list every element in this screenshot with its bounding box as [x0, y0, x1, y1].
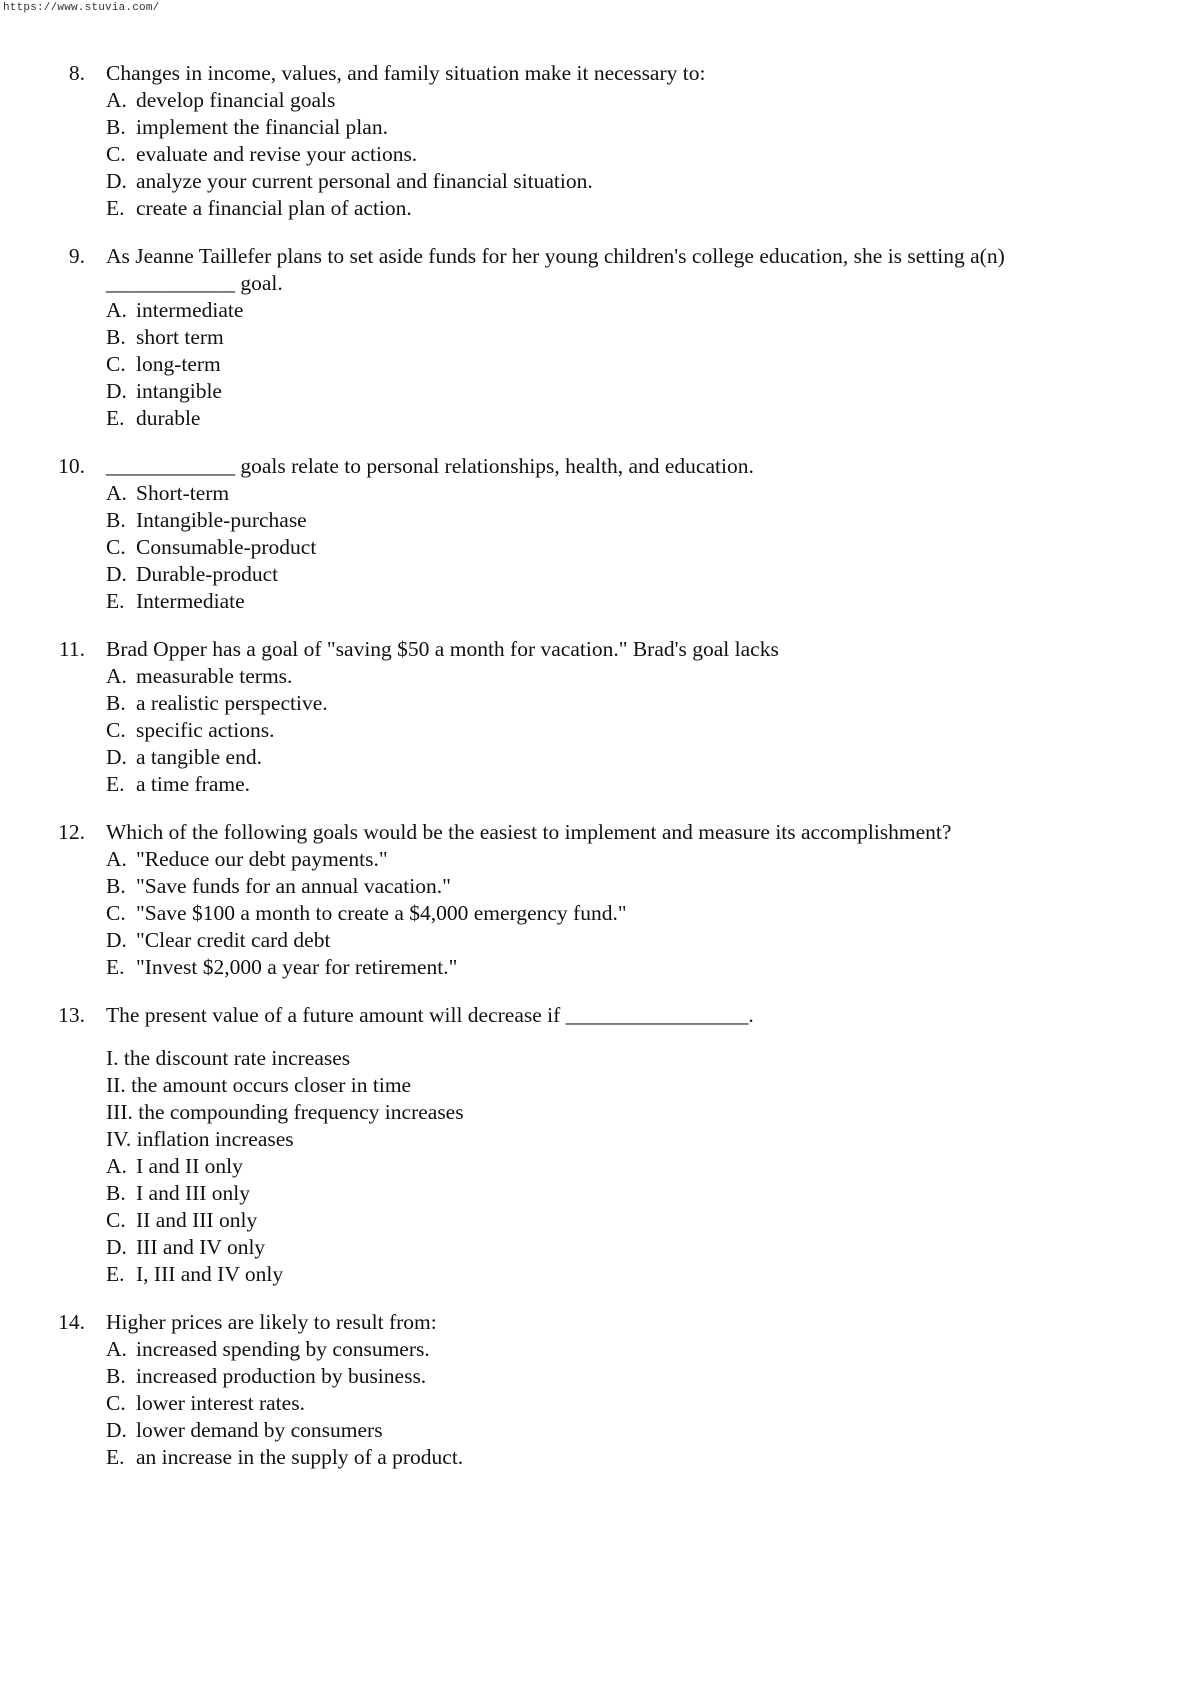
question-number: 8.: [68, 61, 85, 85]
answer-option: [106, 690, 1190, 717]
option-letter: D.: [106, 928, 127, 952]
option-text: lower demand by consumers: [136, 1418, 383, 1442]
option-letter: D.: [106, 1235, 127, 1259]
option-letter: A.: [106, 481, 127, 505]
option-letter: E.: [106, 772, 125, 796]
option-text: "Invest $2,000 a year for retirement.": [136, 955, 458, 979]
question-text: ____________ goals relate to personal relationships, health, and education.: [106, 454, 754, 478]
answer-option: [106, 1363, 1190, 1390]
option-letter: E.: [106, 589, 125, 613]
option-letter: A.: [106, 298, 127, 322]
question-number: 14.: [58, 1310, 85, 1334]
answer-option: [106, 351, 1190, 378]
option-text: "Reduce our debt payments.": [136, 847, 388, 871]
option-letter: D.: [106, 379, 127, 403]
option-text: "Save $100 a month to create a $4,000 emergency fund.": [136, 901, 627, 925]
answer-option: [106, 771, 1190, 798]
option-letter: E.: [106, 1445, 125, 1469]
answer-option: [106, 717, 1190, 744]
question-text: Which of the following goals would be the easiest to implement and measure its accomplishment?: [106, 820, 952, 844]
option-letter: A.: [106, 847, 127, 871]
answer-options: [106, 663, 1190, 798]
option-text: specific actions.: [136, 718, 275, 742]
answer-option: [106, 297, 1190, 324]
option-letter: A.: [106, 664, 127, 688]
question-text: As Jeanne Taillefer plans to set aside funds for her young children's college education, she is setting a(n) ____________ goal.: [106, 244, 1011, 295]
answer-option: [106, 1417, 1190, 1444]
option-text: short term: [136, 325, 224, 349]
option-text: implement the financial plan.: [136, 115, 388, 139]
question-item: [0, 243, 1190, 432]
option-text: a time frame.: [136, 772, 251, 796]
question-number: 11.: [58, 637, 85, 661]
option-text: a tangible end.: [136, 745, 262, 769]
option-text: Intangible-purchase: [136, 508, 307, 532]
option-text: durable: [136, 406, 201, 430]
answer-option: [106, 507, 1190, 534]
answer-option: [106, 1180, 1190, 1207]
statement: III. the compounding frequency increases: [106, 1100, 464, 1124]
option-letter: B.: [106, 874, 126, 898]
option-letter: E.: [106, 1262, 125, 1286]
option-text: long-term: [136, 352, 221, 376]
option-text: I and III only: [136, 1181, 251, 1205]
answer-option: [106, 663, 1190, 690]
option-letter: B.: [106, 115, 126, 139]
option-text: III and IV only: [136, 1235, 266, 1259]
option-text: II and III only: [136, 1208, 258, 1232]
option-text: intangible: [136, 379, 222, 403]
option-text: an increase in the supply of a product.: [136, 1445, 464, 1469]
question-item: [0, 819, 1190, 981]
option-text: a realistic perspective.: [136, 691, 328, 715]
answer-option: [106, 378, 1190, 405]
option-letter: A.: [106, 88, 127, 112]
question-item: [0, 636, 1190, 798]
answer-option: [106, 534, 1190, 561]
option-text: Short-term: [136, 481, 230, 505]
option-letter: D.: [106, 745, 127, 769]
option-letter: E.: [106, 955, 125, 979]
option-letter: D.: [106, 1418, 127, 1442]
answer-options: [106, 87, 1190, 222]
answer-option: [106, 1390, 1190, 1417]
option-letter: B.: [106, 508, 126, 532]
answer-options: [106, 846, 1190, 981]
option-letter: B.: [106, 1364, 126, 1388]
statement-list: [106, 1045, 1190, 1153]
source-url: https://www.stuvia.com/: [3, 2, 160, 14]
option-text: evaluate and revise your actions.: [136, 142, 418, 166]
option-text: I, III and IV only: [136, 1262, 284, 1286]
option-letter: A.: [106, 1154, 127, 1178]
question-number: 12.: [58, 820, 85, 844]
answer-option: [106, 87, 1190, 114]
answer-option: [106, 1261, 1190, 1288]
answer-option: [106, 846, 1190, 873]
option-text: Durable-product: [136, 562, 279, 586]
option-text: "Clear credit card debt: [136, 928, 331, 952]
answer-option: [106, 873, 1190, 900]
answer-option: [106, 1153, 1190, 1180]
option-letter: E.: [106, 196, 125, 220]
option-letter: D.: [106, 562, 127, 586]
option-letter: B.: [106, 1181, 126, 1205]
option-letter: C.: [106, 901, 126, 925]
answer-option: [106, 405, 1190, 432]
option-letter: E.: [106, 406, 125, 430]
answer-option: [106, 927, 1190, 954]
option-text: measurable terms.: [136, 664, 293, 688]
answer-option: [106, 561, 1190, 588]
answer-option: [106, 195, 1190, 222]
option-letter: C.: [106, 142, 126, 166]
statement: II. the amount occurs closer in time: [106, 1073, 412, 1097]
question-item: [0, 1309, 1190, 1471]
option-letter: D.: [106, 169, 127, 193]
option-letter: B.: [106, 691, 126, 715]
option-text: create a financial plan of action.: [136, 196, 412, 220]
option-letter: C.: [106, 1391, 126, 1415]
question-list: [0, 60, 1190, 1492]
answer-option: [106, 954, 1190, 981]
question-number: 9.: [68, 244, 85, 268]
option-text: Intermediate: [136, 589, 245, 613]
option-text: lower interest rates.: [136, 1391, 305, 1415]
question-text: Higher prices are likely to result from:: [106, 1310, 437, 1334]
option-text: analyze your current personal and financial situation.: [136, 169, 593, 193]
option-text: increased spending by consumers.: [136, 1337, 430, 1361]
answer-option: [106, 114, 1190, 141]
answer-options: [106, 480, 1190, 615]
answer-option: [106, 324, 1190, 351]
option-letter: B.: [106, 325, 126, 349]
answer-option: [106, 744, 1190, 771]
option-text: develop financial goals: [136, 88, 336, 112]
answer-option: [106, 1234, 1190, 1261]
option-letter: C.: [106, 352, 126, 376]
option-letter: C.: [106, 718, 126, 742]
question-item: [0, 60, 1190, 222]
question-text: The present value of a future amount will decrease if _________________.: [106, 1003, 754, 1027]
answer-option: [106, 1207, 1190, 1234]
option-text: I and II only: [136, 1154, 243, 1178]
answer-option: [106, 480, 1190, 507]
statement: I. the discount rate increases: [106, 1046, 351, 1070]
option-text: Consumable-product: [136, 535, 317, 559]
question-number: 13.: [58, 1003, 85, 1027]
answer-option: [106, 168, 1190, 195]
question-text: Brad Opper has a goal of "saving $50 a month for vacation." Brad's goal lacks: [106, 637, 779, 661]
option-letter: C.: [106, 535, 126, 559]
statement: IV. inflation increases: [106, 1127, 294, 1151]
question-number: 10.: [58, 454, 85, 478]
option-text: "Save funds for an annual vacation.": [136, 874, 451, 898]
question-item: [0, 453, 1190, 615]
question-text: Changes in income, values, and family situation make it necessary to:: [106, 61, 706, 85]
answer-option: [106, 1444, 1190, 1471]
answer-option: [106, 900, 1190, 927]
answer-option: [106, 141, 1190, 168]
option-text: intermediate: [136, 298, 244, 322]
option-letter: A.: [106, 1337, 127, 1361]
option-text: increased production by business.: [136, 1364, 427, 1388]
question-item: [0, 1002, 1190, 1288]
answer-options: [106, 1336, 1190, 1471]
answer-option: [106, 588, 1190, 615]
answer-option: [106, 1336, 1190, 1363]
option-letter: C.: [106, 1208, 126, 1232]
answer-options: [106, 297, 1190, 432]
answer-options: [106, 1153, 1190, 1288]
